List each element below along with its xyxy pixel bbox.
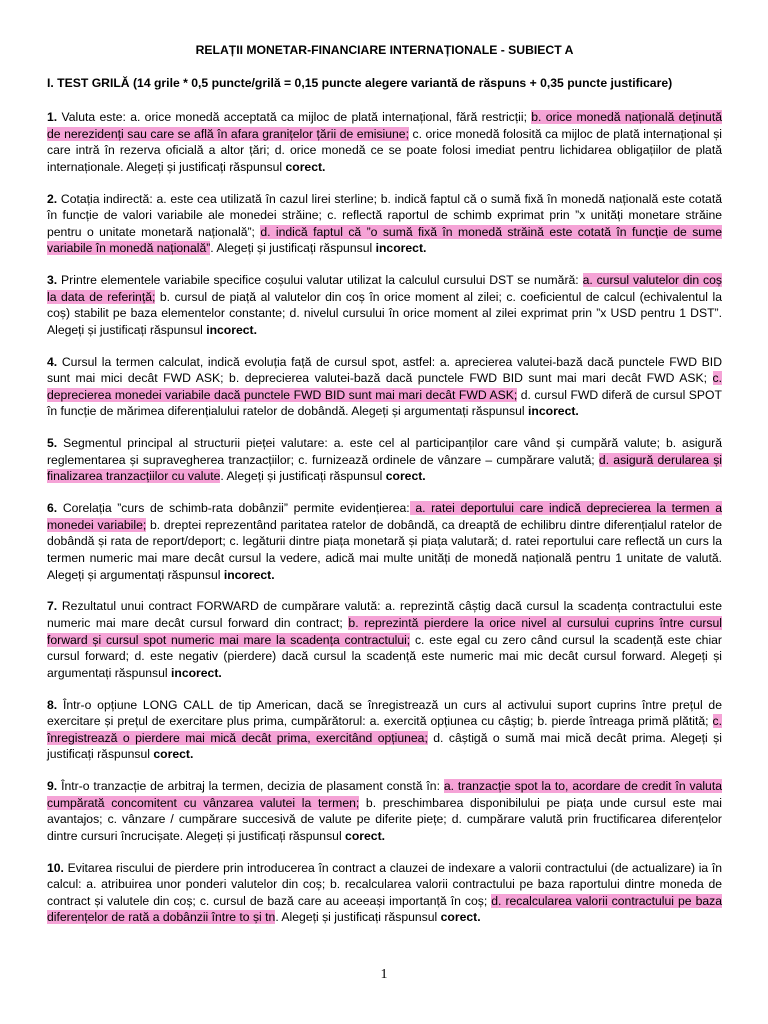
highlighted-answer: d. indică faptul că ”o sumă fixă în monedă străină este cotată în funcție de sume variabile în monedă națională”	[47, 224, 722, 256]
question-5	[47, 435, 722, 485]
question-stem: Cursul la termen calculat, indică evoluția față de cursul spot, astfel: a. aprecierea valutei-bază dacă punctele FWD BID sunt mai mici decât FWD ASK; b. deprecierea valutei-bază dacă punctele FWD BID sunt mai mari decât FWD ASK;	[47, 354, 722, 386]
question-stem: Segmentul principal al structurii pieței valutare: a. este cel al participanților care vând și cumpără valute; b. asigură reglementarea și supravegherea tranzacțiilor; c. furnizează ordinele de vânzare – cumpărare valută;	[47, 436, 723, 467]
question-3	[47, 272, 722, 338]
question-number: 4.	[47, 354, 58, 369]
question-number: 7.	[47, 599, 58, 614]
answer-verdict: incorect.	[528, 404, 579, 419]
question-stem: Într-o opțiune LONG CALL de tip American, dacă se înregistrează un curs al activului suport cuprins între prețul de exercitare și prețul de exercitare plus prima, cumpărătorul: a. exercită opțiunea cu câștig; b. pierde întreaga primă plătită;	[47, 697, 722, 729]
highlighted-answer: d. recalcularea valorii contractului pe baza diferențelor de rată a dobânzii între to și tn	[47, 893, 723, 925]
question-6	[47, 500, 722, 583]
highlighted-answer: d. asigură derularea și finalizarea tranzacțiilor cu valute	[47, 452, 722, 484]
answer-verdict: incorect.	[170, 665, 222, 680]
question-number: 5.	[47, 436, 58, 451]
question-7	[47, 598, 722, 681]
answer-verdict: corect.	[153, 747, 194, 762]
highlighted-answer: a. tranzacție spot la to, acordare de credit în valuta cumpărată concomitent cu vânzarea valutei la termen;	[47, 779, 722, 810]
answer-verdict: corect.	[385, 469, 426, 484]
page-content	[47, 42, 722, 941]
question-8	[47, 697, 722, 763]
answer-verdict: corect.	[440, 910, 481, 925]
question-text: b. preschimbarea disponibilului pe piața unde cursul este mai avantajos; c. vânzare / cumpărare succesivă de valute pe diferite piețe; d. cumpărare valută prin fructificarea diferențelor dintre cursuri încrucișate. Alegeți și justificați răspunsul	[47, 795, 722, 843]
question-text: d. cursul FWD diferă de cursul SPOT în funcție de mărimea diferențialului ratelor de dobândă. Alegeți și argumentați răspunsul	[47, 387, 722, 419]
question-text: c. este egal cu zero când cursul la scadență este chiar cursul forward; d. este negativ (pierdere) dacă cursul la scadență este numeric mai mic decât cursul forward. Alegeți și argumentați răspunsul	[47, 632, 722, 680]
question-text: b. dreptei reprezentând paritatea ratelor de dobândă, ca dreaptă de echilibru dintre diferențialul ratelor de dobândă și rata de report/deport; c. legăturii dintre piața monetară și piața valutară; d. ratei reportului care reflectă un curs la termen numeric mai mare decât cursul la vedere, adică mai multe unități de monedă națională pentru 1 unitate de valută. Alegeți și argumentați răspunsul	[47, 517, 722, 582]
highlighted-answer: a. ratei deportului care indică deprecierea la termen a monedei variabile;	[47, 501, 722, 532]
question-number: 6.	[47, 501, 58, 516]
question-stem: Printre elementele variabile specifice coșului valutar utilizat la calculul cursului DST se numără:	[61, 273, 583, 288]
highlighted-answer: c. deprecierea monedei variabile dacă punctele FWD BID sunt mai mari decât FWD ASK;	[47, 371, 722, 402]
question-number: 9.	[47, 779, 58, 794]
answer-verdict: incorect.	[206, 322, 257, 337]
question-number: 8.	[47, 697, 58, 712]
question-stem: Evitarea riscului de pierdere prin introducerea în contract a clauzei de indexare a valorii contractului (de actualizare) ia în calcul: a. atribuirea unor ponderi valutelor din coș; b. recalcularea valorii contractului pe baza raportului dintre moneda de contract și valutele din coș; c. cursul de bază care au aceeași importanță în coș;	[47, 860, 722, 908]
question-stem: Valuta este: a. orice monedă acceptată ca mijloc de plată internațional, fără restricții;	[61, 110, 532, 124]
question-stem: Cotația indirectă: a. este cea utilizată în cazul lirei sterline; b. indică faptul că o sumă fixă în monedă națională este cotată în funcție de valori variabile ale monedei străine; c. reflectă raportul de schimb exprimat prin ”x unități monetare străine pentru o unitate monetară națională”;	[47, 191, 722, 239]
question-number: 10.	[47, 860, 64, 875]
highlighted-answer: a. cursul valutelor din coș la data de referință;	[47, 273, 722, 304]
answer-verdict: incorect.	[375, 241, 427, 256]
question-stem: Rezultatul unui contract FORWARD de cumpărare valută: a. reprezintă câștig dacă cursul la scadența contractului este numeric mai mare decât cursul forward din contract;	[47, 599, 722, 630]
question-1	[47, 109, 722, 175]
question-text: . Alegeți și justificați răspunsul	[275, 910, 441, 925]
page-number: 1	[380, 967, 388, 982]
answer-verdict: corect.	[345, 828, 386, 843]
question-stem: Într-o tranzacție de arbitraj la termen, decizia de plasament constă în:	[61, 779, 444, 794]
question-9	[47, 778, 722, 844]
highlighted-answer: b. reprezintă pierdere la orice nivel al cursului cuprins între cursul forward și cursul spot numeric mai mare la scadența contractului;	[47, 615, 722, 647]
question-2	[47, 191, 722, 257]
question-text: . Alegeți și justificați răspunsul	[220, 469, 386, 484]
question-number: 1.	[47, 110, 58, 124]
section-heading: I. TEST GRILĂ (14 grile * 0,5 puncte/grilă = 0,15 puncte alegere variantă de răspuns + 0,35 puncte justificare)	[47, 76, 673, 90]
question-number: 3.	[47, 273, 58, 288]
question-text: d. câștigă o sumă mai mică decât prima. Alegeți și justificați răspunsul	[47, 730, 722, 762]
question-number: 2.	[47, 191, 58, 206]
question-text: b. cursul de piață al valutelor din coș în orice moment al zilei; c. coeficientul de calcul (echivalentul la coș) stabilit pe baza elementelor constante; d. nivelul cursului în orice moment al zilei exprimat prin ”x USD pentru 1 DST”. Alegeți și justificați răspunsul	[47, 289, 722, 337]
highlighted-answer: b. orice monedă națională deținută de nerezidenți sau care se află în afara granițelor țării de emisiune;	[47, 110, 722, 141]
answer-verdict: incorect.	[223, 567, 275, 582]
question-4	[47, 354, 722, 420]
document-title: RELAȚII MONETAR-FINANCIARE INTERNAȚIONALE - SUBIECT A	[195, 43, 574, 57]
answer-verdict: corect.	[285, 159, 326, 174]
highlighted-answer: c. înregistrează o pierdere mai mică decât prima, exercitând opțiunea;	[47, 714, 722, 745]
question-text: c. orice monedă folosită ca mijloc de plată internațional și care intră în rezerva oficială a altor țări; d. orice monedă ce se poate folosi imediat pentru lichidarea obligațiilor de plată internaționale. Alegeți și justificați răspunsul	[47, 126, 722, 174]
question-text: . Alegeți și justificați răspunsul	[210, 241, 376, 256]
question-stem: Corelația ”curs de schimb-rata dobânzii” permite evidențierea:	[62, 501, 410, 516]
question-10	[47, 860, 722, 926]
